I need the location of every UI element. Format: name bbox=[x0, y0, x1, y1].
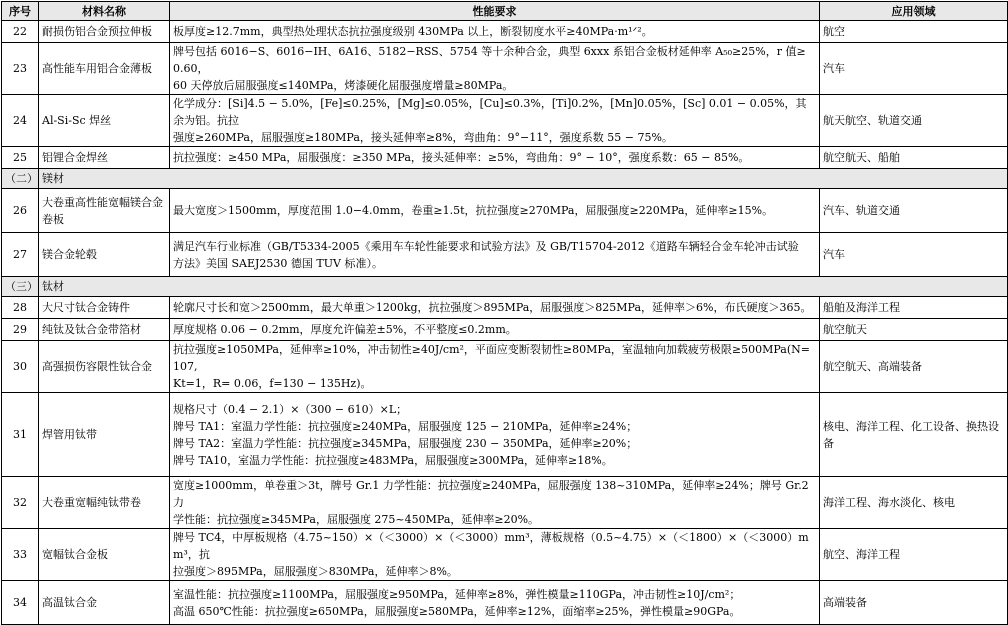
table-row bbox=[2, 233, 1008, 277]
application-field: 船舶及海洋工程 bbox=[820, 297, 1008, 319]
requirement-line: 牌号包括 6016−S、6016−IH、6A16、5182−RSS、5754 等十余种合金，典型 6xxx 系铝合金板材延伸率 A₅₀≥25%，r 值≥0.60， bbox=[173, 45, 806, 75]
performance-requirements bbox=[170, 147, 820, 169]
header-performance: 性能要求 bbox=[170, 2, 820, 21]
row-number: 29 bbox=[2, 319, 39, 341]
requirement-line: 抗拉强度≥1050MPa，延伸率≥10%，冲击韧性≥40J/cm²，平面应变断裂韧性≥80MPa，室温轴向加载疲劳极限≥500MPa(N=107, bbox=[173, 343, 810, 373]
application-field: 航空航天、船舶 bbox=[820, 147, 1008, 169]
application-field: 汽车、轨道交通 bbox=[820, 189, 1008, 233]
table-row bbox=[2, 21, 1008, 43]
row-number: 24 bbox=[2, 95, 39, 147]
section-label: 钛材 bbox=[39, 277, 1008, 297]
section-row bbox=[2, 277, 1008, 297]
application-field: 海洋工程、海水淡化、核电 bbox=[820, 477, 1008, 529]
material-name: 高性能车用铝合金薄板 bbox=[39, 43, 170, 95]
material-name: 镁合金轮毂 bbox=[39, 233, 170, 277]
application-field: 航空 bbox=[820, 21, 1008, 43]
requirement-line: 强度≥260MPa，屈服强度≥180MPa，接头延伸率≥8%，弯曲角：9°−11°，强度系数 55 − 75%。 bbox=[173, 131, 673, 144]
requirement-line: 学性能：抗拉强度≥345MPa，屈服强度 275~450MPa，延伸率≥20%。 bbox=[173, 513, 540, 526]
material-name: 高温钛合金 bbox=[39, 581, 170, 625]
row-number: 27 bbox=[2, 233, 39, 277]
row-number: 34 bbox=[2, 581, 39, 625]
row-number: 22 bbox=[2, 21, 39, 43]
material-name: 纯钛及钛合金带箔材 bbox=[39, 319, 170, 341]
table-row bbox=[2, 319, 1008, 341]
requirement-line: 满足汽车行业标准（GB/T5334-2005《乘用车车轮性能要求和试验方法》及 GB/T15704-2012《道路车辆轻合金车轮冲击试验 bbox=[173, 239, 799, 253]
material-name: 宽幅钛合金板 bbox=[39, 529, 170, 581]
requirement-line: 化学成分：[Si]4.5 − 5.0%，[Fe]≤0.25%，[Mg]≤0.05%，[Cu]≤0.3%，[Ti]0.2%，[Mn]0.05%，[Sc] 0.01 − 0.05%，其余为铝。抗拉 bbox=[173, 97, 807, 127]
section-label: 镁材 bbox=[39, 169, 1008, 189]
performance-requirements bbox=[170, 529, 820, 581]
requirement-line: 宽度≥1000mm，单卷重＞3t，牌号 Gr.1 力学性能：抗拉强度≥240MPa，屈服强度 138~310MPa，延伸率≥24%；牌号 Gr.2 力 bbox=[173, 479, 809, 509]
application-field: 高端装备 bbox=[820, 581, 1008, 625]
table-row bbox=[2, 341, 1008, 393]
section-number: （三） bbox=[2, 277, 39, 297]
row-number: 25 bbox=[2, 147, 39, 169]
row-number: 31 bbox=[2, 393, 39, 477]
performance-requirements bbox=[170, 233, 820, 277]
header-application: 应用领域 bbox=[820, 2, 1008, 21]
requirement-line: 厚度规格 0.06 − 0.2mm，厚度允许偏差±5%，不平整度≤0.2mm。 bbox=[173, 323, 517, 336]
table-body bbox=[2, 21, 1008, 625]
row-number: 33 bbox=[2, 529, 39, 581]
material-name: 大卷重宽幅纯钛带卷 bbox=[39, 477, 170, 529]
table-row bbox=[2, 393, 1008, 477]
requirement-line: 室温性能：抗拉强度≥1100MPa，屈服强度≥950MPa，延伸率≥8%，弹性模量≥110GPa，冲击韧性≥10J/cm²； bbox=[173, 587, 741, 601]
requirement-line: 牌号 TA1：室温力学性能：抗拉强度≥240MPa，屈服强度 125 − 210MPa，延伸率≥24%； bbox=[173, 419, 638, 433]
performance-requirements bbox=[170, 43, 820, 95]
section-row bbox=[2, 169, 1008, 189]
row-number: 32 bbox=[2, 477, 39, 529]
application-field: 航空航天、高端装备 bbox=[820, 341, 1008, 393]
row-number: 30 bbox=[2, 341, 39, 393]
requirement-line: 轮廓尺寸长和宽＞2500mm，最大单重＞1200kg，抗拉强度＞895MPa，屈服强度＞825MPa，延伸率＞6%，布氏硬度＞365。 bbox=[173, 301, 812, 314]
requirement-line: 高温 650℃性能：抗拉强度≥650MPa，屈服强度≥580MPa，延伸率≥12%，面缩率≥25%，弹性模量≥90GPa。 bbox=[173, 604, 741, 618]
requirement-line: 最大宽度＞1500mm，厚度范围 1.0−4.0mm，卷重≥1.5t，抗拉强度≥270MPa，屈服强度≥220MPa，延伸率≥15%。 bbox=[173, 204, 774, 217]
row-number: 28 bbox=[2, 297, 39, 319]
application-field: 航空、海洋工程 bbox=[820, 529, 1008, 581]
application-field: 汽车 bbox=[820, 43, 1008, 95]
table-row bbox=[2, 581, 1008, 625]
requirement-line: 拉强度＞895MPa，屈服强度＞830MPa，延伸率＞8%。 bbox=[173, 565, 458, 578]
materials-table bbox=[1, 1, 1008, 625]
table-row bbox=[2, 43, 1008, 95]
header-no: 序号 bbox=[2, 2, 39, 21]
performance-requirements bbox=[170, 581, 820, 625]
material-name: 大卷重高性能宽幅镁合金卷板 bbox=[39, 189, 170, 233]
requirement-line: 抗拉强度：≥450 MPa，屈服强度：≥350 MPa，接头延伸率：≥5%，弯曲角：9° − 10°，强度系数：65 − 85%。 bbox=[173, 151, 750, 164]
material-name: 耐损伤铝合金预拉伸板 bbox=[39, 21, 170, 43]
requirement-line: 规格尺寸（0.4 − 2.1）×（300 − 610）×L； bbox=[173, 402, 408, 416]
requirement-line: 方法》美国 SAEJ2530 德国 TUV 标准）。 bbox=[173, 256, 383, 270]
performance-requirements bbox=[170, 393, 820, 477]
requirement-line: 牌号 TC4，中厚板规格（4.75~150）×（＜3000）×（＜3000）mm³，薄板规格（0.5~4.75）×（＜1800）×（＜3000）mm³，抗 bbox=[173, 531, 809, 561]
table-row bbox=[2, 95, 1008, 147]
table-header-row bbox=[2, 2, 1008, 21]
requirement-line: 牌号 TA2：室温力学性能：抗拉强度≥345MPa，屈服强度 230 − 350MPa，延伸率≥20%； bbox=[173, 436, 638, 450]
header-material-name: 材料名称 bbox=[39, 2, 170, 21]
section-number: （二） bbox=[2, 169, 39, 189]
row-number: 23 bbox=[2, 43, 39, 95]
material-name: 焊管用钛带 bbox=[39, 393, 170, 477]
application-field: 航空航天 bbox=[820, 319, 1008, 341]
material-name: 大尺寸钛合金铸件 bbox=[39, 297, 170, 319]
table-row bbox=[2, 147, 1008, 169]
table-row bbox=[2, 477, 1008, 529]
requirement-line: 板厚度≥12.7mm，典型热处理状态抗拉强度级别 430MPa 以上，断裂韧度水平≥40MPa·m¹ᐟ²。 bbox=[173, 25, 653, 38]
application-field: 汽车 bbox=[820, 233, 1008, 277]
performance-requirements bbox=[170, 21, 820, 43]
performance-requirements bbox=[170, 341, 820, 393]
table-row bbox=[2, 529, 1008, 581]
performance-requirements bbox=[170, 95, 820, 147]
application-field: 核电、海洋工程、化工设备、换热设备 bbox=[820, 393, 1008, 477]
material-name: Al-Si-Sc 焊丝 bbox=[39, 95, 170, 147]
performance-requirements bbox=[170, 189, 820, 233]
table-row bbox=[2, 189, 1008, 233]
performance-requirements bbox=[170, 297, 820, 319]
requirement-line: Kt=1，R= 0.06，f=130 − 135Hz)。 bbox=[173, 377, 372, 390]
material-name: 高强损伤容限性钛合金 bbox=[39, 341, 170, 393]
table-row bbox=[2, 297, 1008, 319]
row-number: 26 bbox=[2, 189, 39, 233]
requirement-line: 60 天停放后屈服强度≤140MPa，烤漆硬化屈服强度增量≥80MPa。 bbox=[173, 79, 514, 92]
performance-requirements bbox=[170, 477, 820, 529]
application-field: 航天航空、轨道交通 bbox=[820, 95, 1008, 147]
material-name: 铝锂合金焊丝 bbox=[39, 147, 170, 169]
requirement-line: 牌号 TA10，室温力学性能：抗拉强度≥483MPa，屈服强度≥300MPa，延伸率≥18%。 bbox=[173, 453, 613, 467]
performance-requirements bbox=[170, 319, 820, 341]
